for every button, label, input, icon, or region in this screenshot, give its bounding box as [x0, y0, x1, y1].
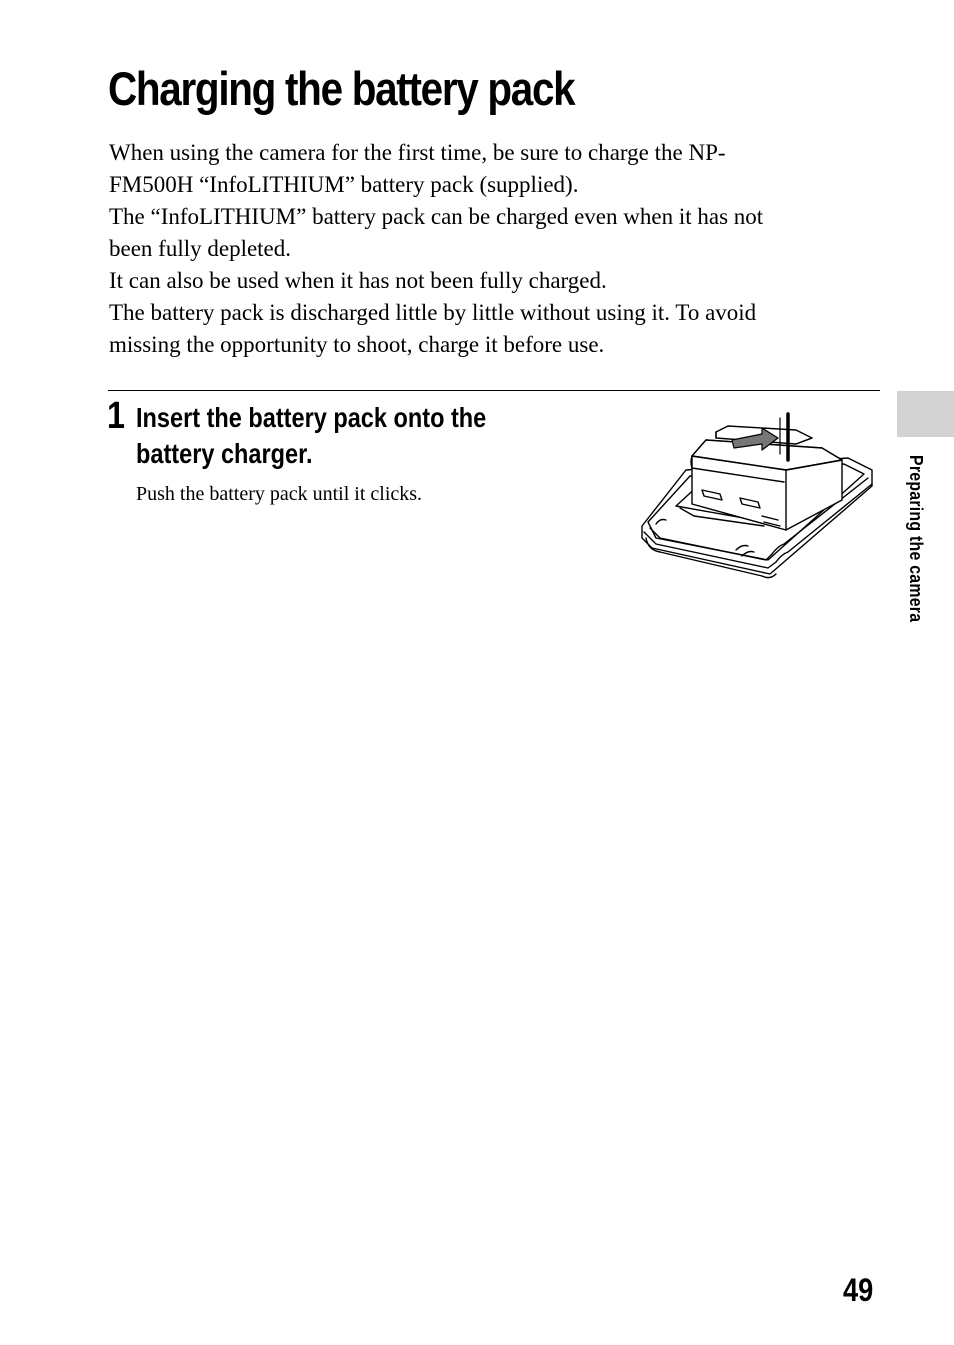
step-number: 1 — [107, 395, 125, 437]
intro-line: FM500H “InfoLITHIUM” battery pack (supplied). — [109, 172, 579, 197]
intro-line: missing the opportunity to shoot, charge it before use. — [109, 332, 605, 357]
section-tab-label: Preparing the camera — [906, 455, 926, 623]
step-heading-line: Insert the battery pack onto the — [136, 402, 487, 433]
intro-line: It can also be used when it has not been fully charged. — [109, 268, 607, 293]
intro-line: been fully depleted. — [109, 236, 292, 261]
page-number: 49 — [843, 1272, 874, 1308]
intro-line: When using the camera for the first time, be sure to charge the NP- — [109, 140, 726, 165]
intro-line: The battery pack is discharged little by little without using it. To avoid — [109, 300, 757, 325]
step-heading — [136, 400, 522, 472]
intro-line: The “InfoLITHIUM” battery pack can be charged even when it has not — [109, 204, 764, 229]
intro-text — [109, 137, 869, 361]
battery-charger-illustration-icon — [636, 404, 882, 590]
page-title: Charging the battery pack — [108, 62, 575, 115]
step-heading-line: battery charger. — [136, 438, 313, 469]
step-instruction: Push the battery pack until it clicks. — [136, 483, 423, 505]
section-divider — [108, 390, 880, 391]
section-tab-marker — [897, 391, 954, 437]
